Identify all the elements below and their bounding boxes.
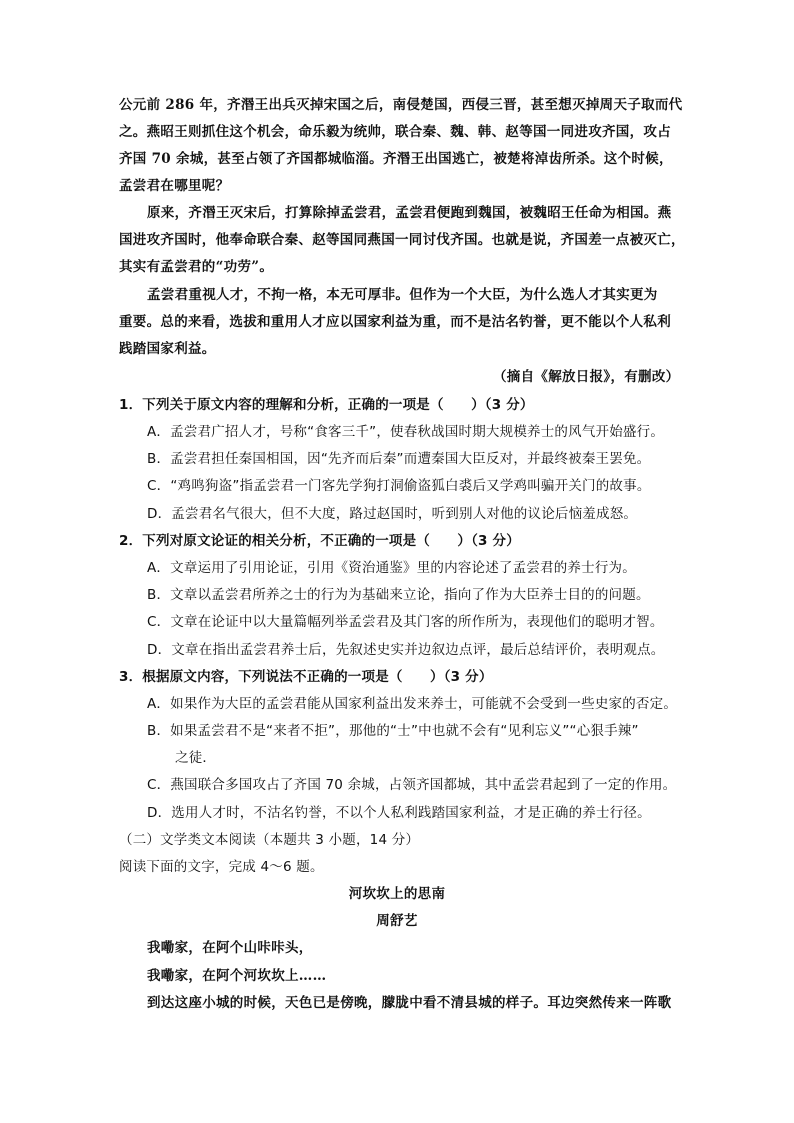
article-line: 我嘞家，在阿个山咔咔头， bbox=[147, 940, 313, 956]
passage-line: 之。燕昭王则抓住这个机会，命乐毅为统帅，联合秦、魏、韩、赵等国一同进攻齐国，攻占 bbox=[119, 124, 671, 140]
question-option: D．孟尝君名气很大，但不大度，路过赵国时，听到别人对他的议论后恼羞成怒。 bbox=[147, 506, 638, 522]
article-title: 河坎坎上的思南 bbox=[348, 886, 446, 902]
article-author: 周舒艺 bbox=[376, 913, 418, 929]
section-heading: （二）文学类文本阅读（本题共 3 小题，14 分） bbox=[119, 832, 420, 848]
passage-line: 践踏国家利益。 bbox=[119, 341, 216, 357]
passage-line: 国进攻齐国时，他奉命联合秦、赵等国同燕国一同讨伐齐国。也就是说，齐国差一点被灭亡， bbox=[119, 232, 685, 248]
question-option: C．文章在论证中以大量篇幅列举孟尝君及其门客的所作所为，表现他们的聪明才智。 bbox=[147, 614, 664, 630]
section-instruction: 阅读下面的文字，完成 4～6 题。 bbox=[119, 859, 324, 875]
passage-line: 其实有孟尝君的“功劳”。 bbox=[119, 259, 274, 275]
question-option: B．孟尝君担任秦国相国，因“先齐而后秦”而遭秦国大臣反对，并最终被秦王罢免。 bbox=[147, 451, 651, 467]
article-line: 到达这座小城的时候，天色已是傍晚，朦胧中看不清县城的样子。耳边突然传来一阵歌 bbox=[147, 995, 672, 1011]
question-option: C．“鸡鸣狗盗”指孟尝君一门客先学狗打洞偷盗狐白裘后又学鸡叫骗开关门的故事。 bbox=[147, 478, 651, 494]
passage-line: 重要。总的来看，选拔和重用人才应以国家利益为重，而不是沽名钓誉，更不能以个人私利 bbox=[119, 314, 671, 330]
question-option: B．文章以孟尝君所养之士的行为为基础来立论，指向了作为大臣养士目的的问题。 bbox=[147, 587, 650, 603]
question-option-continuation: 之徒． bbox=[175, 750, 217, 766]
passage-line: 公元前 286 年，齐湣王出兵灭掉宋国之后，南侵楚国，西侵三晋，甚至想灭掉周天子取而代 bbox=[119, 97, 683, 113]
question-option: A．孟尝君广招人才，号称“食客三千”，使春秋战国时期大规模养士的风气开始盛行。 bbox=[147, 424, 665, 440]
question-option: B．如果孟尝君不是“来者不拒”，那他的“士”中也就不会有“见利忘义”“心狠手辣” bbox=[147, 723, 639, 739]
question-option: A．如果作为大臣的孟尝君能从国家利益出发来养士，可能就不会受到一些史家的否定。 bbox=[147, 696, 678, 712]
question-option: C．燕国联合多国攻占了齐国 70 余城，占领齐国都城，其中孟尝君起到了一定的作用。 bbox=[147, 777, 677, 793]
question-option: A．文章运用了引用论证，引用《资治通鉴》里的内容论述了孟尝君的养士行为。 bbox=[147, 560, 636, 576]
passage-line: 孟尝君在哪里呢？ bbox=[119, 178, 230, 194]
question-stem: 2．下列对原文论证的相关分析，不正确的一项是（ ）（3 分） bbox=[119, 533, 520, 549]
passage-source: （摘自《解放日报》，有删改） bbox=[493, 369, 680, 385]
passage-line: 原来，齐湣王灭宋后，打算除掉孟尝君，孟尝君便跑到魏国，被魏昭王任命为相国。燕 bbox=[147, 205, 672, 221]
passage-line: 齐国 70 余城，甚至占领了齐国都城临淄。齐湣王出国逃亡，被楚将淖齿所杀。这个时候， bbox=[119, 151, 673, 167]
question-option: D．选用人才时，不沽名钓誉，不以个人私利践踏国家利益，才是正确的养士行径。 bbox=[147, 805, 651, 821]
question-stem: 3．根据原文内容，下列说法不正确的一项是（ ）（3 分） bbox=[119, 669, 493, 685]
article-line: 我嘞家，在阿个河坎坎上…… bbox=[147, 968, 327, 984]
passage-line: 孟尝君重视人才，不拘一格，本无可厚非。但作为一个大臣，为什么选人才其实更为 bbox=[147, 287, 658, 303]
question-stem: 1．下列关于原文内容的理解和分析，正确的一项是（ ）（3 分） bbox=[119, 397, 534, 413]
question-option: D．文章在指出孟尝君养士后，先叙述史实并边叙边点评，最后总结评价，表明观点。 bbox=[147, 642, 665, 658]
